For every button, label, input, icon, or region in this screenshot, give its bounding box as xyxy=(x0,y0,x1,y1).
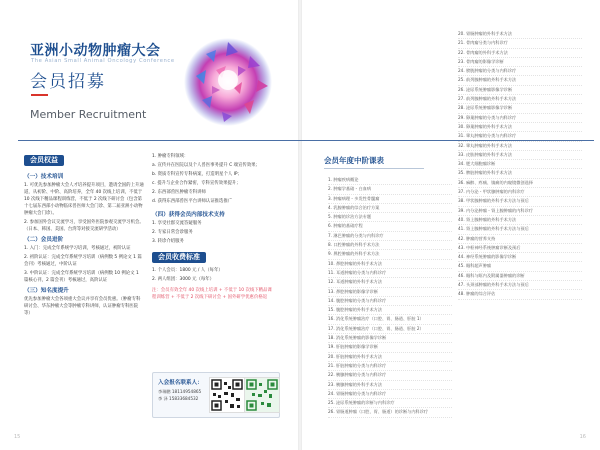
course-item: 3. 肿瘤病理 - 多发性骨髓瘤 xyxy=(328,195,452,204)
logo-mosaic-graphic xyxy=(178,30,278,130)
course-item: 29. 卵巢肿瘤的分类与内科诊疗 xyxy=(458,114,582,123)
course-list-2 xyxy=(458,30,582,300)
course-item: 21. 骨肉瘤分类与内科诊疗 xyxy=(458,39,582,48)
schedule-title: 会员年度中阶课表 xyxy=(324,156,384,165)
support-item: 1. 享受社群交流答疑服务 xyxy=(152,221,202,226)
title-rule xyxy=(324,168,424,169)
course-item: 46. 眼科与眶内及附属器肿瘤的诊断 xyxy=(458,272,582,281)
course-item: 20. 胃肠肿瘤的外科手术方法 xyxy=(458,30,582,39)
course-item: 6. 肿瘤的基础疗程 xyxy=(328,222,452,231)
contact-line: 李瑞鹏 18114954865 xyxy=(158,389,202,394)
course-item: 32. 睾丸肿瘤的外科手术方法 xyxy=(458,142,582,151)
course-item: 44. 神经系统肿瘤的影像学诊断 xyxy=(458,253,582,262)
course-item: 14. 腹腔肿瘤的分类与内科诊疗 xyxy=(328,297,452,306)
course-item: 39. 内分泌肿瘤 - 肾上腺肿瘤的内科诊疗 xyxy=(458,207,582,216)
course-item: 22. 骨肉瘤的外科手术方法 xyxy=(458,49,582,58)
course-item: 15. 腹腔肿瘤的外科手术方法 xyxy=(328,306,452,315)
course-item: 23. 骨肉瘤的影像学诊断 xyxy=(458,58,582,67)
course-item: 21. 肝脏肿瘤的分类与内科诊疗 xyxy=(328,362,452,371)
course-item: 36. 麻醉、疼痛、镇痛的内窥镜微创选择 xyxy=(458,179,582,188)
support-title: （四）获得会员内部技术支持 xyxy=(152,212,225,218)
conference-logo xyxy=(178,30,278,130)
fee-note: 注：会员有效全年 40 次线上培训 + 不低于 10 次线下精品课程训练营 + 不低于 2 次线下研讨会 + 国外研学优惠价格返 xyxy=(152,288,272,300)
course-item: 34. 肥大细胞瘤诊断 xyxy=(458,160,582,169)
course-item: 47. 头颈部肿瘤的外科手术方法与预后 xyxy=(458,281,582,290)
course-item: 25. 前列腺肿瘤的外科手术方法 xyxy=(458,76,582,85)
course-item: 26. 胃肠道肿瘤（口腔、胃、肠道）的诊断与内科诊疗 xyxy=(328,408,452,417)
section-title: （一）技术培训 xyxy=(24,174,64,180)
contact-line: 李 泽 15833684532 xyxy=(158,396,199,401)
continued-line: a. 宣传并在医院以及个人兽医事务提升 C 端宣传效果； xyxy=(152,163,260,168)
fees-badge: 会员收费标准 xyxy=(152,252,206,263)
benefits-badge: 会员权益 xyxy=(24,155,64,166)
course-item: 27. 前列腺肿瘤的外科手术方法 xyxy=(458,95,582,104)
continued-line: b. 资质专科宣传专科病案，打造明星个人 IP； xyxy=(152,172,242,177)
course-item: 5. 肿瘤的诊治方法专题 xyxy=(328,213,452,222)
course-item: 45. 眼科超声肿瘤 xyxy=(458,262,582,271)
section-paragraph: 2. 初阶认证：完成全年系统学习培训（病例数 5 例论文 1 篇会刊）考核通过，中阶认证 xyxy=(24,255,142,267)
course-item: 42. 肿瘤的营养支持 xyxy=(458,235,582,244)
fee-item: 2. 两人组团：3000 元（每年） xyxy=(152,277,215,282)
course-item: 48. 肿瘤的综合评估 xyxy=(458,290,582,299)
course-item: 30. 卵巢肿瘤的外科手术方法 xyxy=(458,123,582,132)
course-item: 13. 鼻腔肿瘤的影像学诊断 xyxy=(328,288,452,297)
support-column xyxy=(152,153,276,303)
course-item: 7. 淋巴肿瘤的分类与内科诊疗 xyxy=(328,232,452,241)
course-item: 20. 肝脏肿瘤的外科手术方法 xyxy=(328,353,452,362)
contact-box xyxy=(152,372,280,418)
course-item: 40. 肾上腺肿瘤的外科手术方法 xyxy=(458,216,582,225)
course-item: 43. 中枢神经系统肿瘤诊断及预后 xyxy=(458,244,582,253)
section-paragraph: 1. 入门：完成全年系统学习培训，考核通过，初阶认证 xyxy=(24,246,131,251)
course-item: 2. 肿瘤学基础 - 白血病 xyxy=(328,185,452,194)
course-item: 18. 消化系统肿瘤的影像学诊断 xyxy=(328,334,452,343)
course-item: 26. 泌尿系统肿瘤影像学诊断 xyxy=(458,86,582,95)
support-item: 2. 专家日常会诊服务 xyxy=(152,230,193,235)
course-item: 17. 消化系统肿瘤治疗（口腔、胃、肠道、肝脏 2） xyxy=(328,325,452,334)
course-item: 25. 泌尿系统肿瘤的诊断与内科诊疗 xyxy=(328,399,452,408)
section-title: （三）知名度提升 xyxy=(24,288,69,294)
course-item: 8. 口腔肿瘤的外科手术方法 xyxy=(328,241,452,250)
course-item: 35. 脾脏肿瘤的外科手术方法 xyxy=(458,169,582,178)
brand-title-en: The Asian Small Animal Oncology Conference xyxy=(31,58,175,64)
course-item: 38. 甲状腺肿瘤的外科手术方法与预后 xyxy=(458,197,582,206)
course-item: 11. 耳道肿瘤的分类与内科诊疗 xyxy=(328,269,452,278)
course-item: 16. 消化系统肿瘤治疗（口腔、胃、肠道、肝脏 1） xyxy=(328,315,452,324)
support-item: 3. 转诊介绍服务 xyxy=(152,239,184,244)
course-item: 9. 鼻腔肿瘤的外科手术方法 xyxy=(328,250,452,259)
course-item: 12. 耳道肿瘤的外科手术方法 xyxy=(328,278,452,287)
section-paragraph: 3. 中阶认证：完成全年系统学习培训（病例数 10 例论文 1 篇核心刊，2 篇会刊）考核通过，高阶认证 xyxy=(24,271,139,283)
continued-line: d. 获得东西部兽医平台讲师认证推选推广 xyxy=(152,199,233,204)
accent-bar xyxy=(31,94,48,96)
course-item: 23. 胰腺肿瘤的外科手术方法 xyxy=(328,381,452,390)
course-item: 1. 肿瘤疾病概论 xyxy=(328,176,452,185)
page-number: 15 xyxy=(14,434,21,440)
continued-line: 1. 肿瘤专科领域： xyxy=(152,154,189,159)
page-fold xyxy=(298,0,302,450)
brand-title-cn: 亚洲小动物肿瘤大会 xyxy=(30,43,161,59)
continued-line: c. 提升与企业合作紧密，专科宣传效果提升； xyxy=(152,181,241,186)
qr-code-icon xyxy=(244,377,280,413)
benefits-column xyxy=(24,155,144,319)
course-item: 10. 鼻腔肿瘤的外科手术方法 xyxy=(328,260,452,269)
section-title: （二）会员进阶 xyxy=(24,237,64,243)
section-paragraph: 1. 可优先参加肿瘤大会人才培养提升项目，邀请全国的上升通道，从初阶、中阶、高阶培养，全年 40 次线上培训，不低于 10 次线下精品课程训练营，不低于 2 次线下研讨会（包含第十七届东西部小动物临床兽医师大会门诊、第二届亚洲小动物肿瘤大会门诊）。 xyxy=(24,183,144,216)
qr-code-icon xyxy=(209,377,245,413)
fee-item: 1. 个人会员：1800 元 / 人（每年） xyxy=(152,268,223,273)
course-list-1 xyxy=(328,176,452,418)
course-item: 31. 睾丸肿瘤的分类与内科诊疗 xyxy=(458,132,582,141)
course-item: 22. 胰腺肿瘤的分类与内科诊疗 xyxy=(328,371,452,380)
contact-title: 入会报名联系人： xyxy=(158,380,203,386)
course-item: 37. 内分泌 - 甲状腺肿瘤的内科诊疗 xyxy=(458,188,582,197)
page-number: 16 xyxy=(579,434,586,440)
page-heading-en: Member Recruitment xyxy=(30,108,147,121)
course-item: 19. 肝脏肿瘤的影像学诊断 xyxy=(328,343,452,352)
course-item: 28. 泌尿系统肿瘤影像学诊断 xyxy=(458,104,582,113)
continued-line: 2. 东西部兽医肿瘤专科讲师 xyxy=(152,190,206,195)
course-item: 41. 肾上腺肿瘤的外科手术方法与预后 xyxy=(458,225,582,234)
course-item: 24. 膀胱肿瘤的分类与内科诊疗 xyxy=(458,67,582,76)
course-item: 4. 乳腺肿瘤的综合治疗方案 xyxy=(328,204,452,213)
section-paragraph: 优先参加肿瘤大会各项重大会议并享有会员优惠。（肿瘤专科研讨会、华东肿瘤大会等肿瘤专科讲师，认证肿瘤专科医院等） xyxy=(24,297,141,316)
section-paragraph: 2. 参加国外会议交流学习，享受国外医院参观交流学习机会。（日本、韩国、美国、台湾等对接交流研学活动） xyxy=(24,220,144,232)
page-heading-cn: 会员招募 xyxy=(30,72,106,92)
course-item: 24. 胃肠肿瘤的分类与内科诊疗 xyxy=(328,390,452,399)
course-item: 33. 皮肤肿瘤的外科手术方法 xyxy=(458,151,582,160)
